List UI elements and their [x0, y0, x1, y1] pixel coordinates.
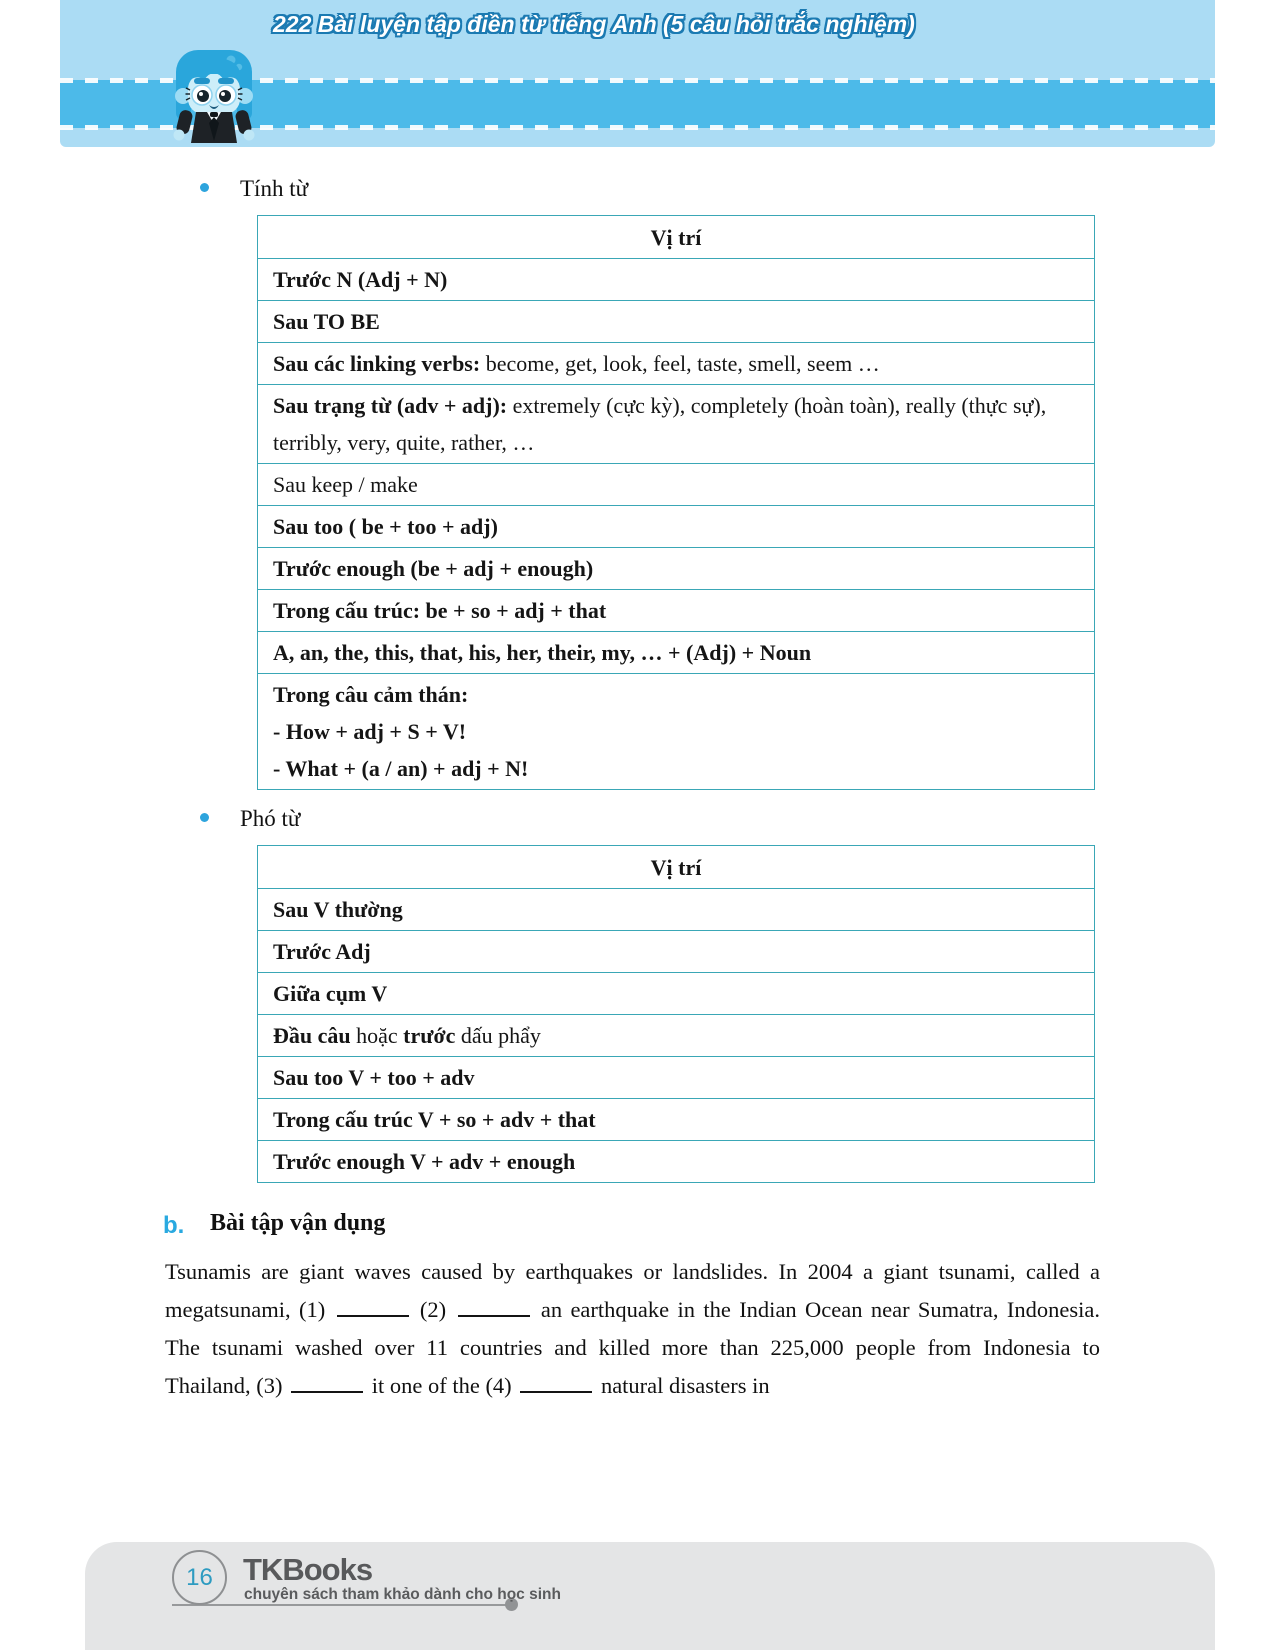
- table-row: Sau TO BE: [258, 300, 1094, 342]
- adjective-position-table: [257, 215, 1095, 790]
- table-row: Trong câu cảm thán: - How + adj + S + V! - What + (a / an) + adj + N!: [258, 673, 1094, 789]
- table-header: Vị trí: [650, 855, 702, 880]
- page-header: [60, 0, 1215, 147]
- adverb-bullet-line: [200, 806, 300, 832]
- adjective-bullet-line: [200, 176, 308, 202]
- table-row: Sau các linking verbs: become, get, look, feel, taste, smell, seem …: [258, 342, 1094, 384]
- table-row: Sau trạng từ (adv + adj): extremely (cực kỳ), completely (hoàn toàn), really (thực sự), terribly, very, quite, rather, …: [258, 384, 1094, 463]
- student-mascot-icon: [168, 50, 260, 145]
- page-footer: [85, 1542, 1215, 1650]
- fill-in-blank: [291, 1389, 363, 1393]
- table-row: Trước enough V + adv + enough: [258, 1140, 1094, 1182]
- adverb-section-label: Phó từ: [240, 806, 301, 831]
- table-row: Giữa cụm V: [258, 972, 1094, 1014]
- table-row: Sau too V + too + adv: [258, 1056, 1094, 1098]
- table-row: A, an, the, this, that, his, her, their, my, … + (Adj) + Noun: [258, 631, 1094, 673]
- bullet-icon: [200, 813, 209, 822]
- footer-rule: [172, 1604, 512, 1606]
- table-row: Sau too ( be + too + adj): [258, 505, 1094, 547]
- table-row: Trước Adj: [258, 930, 1094, 972]
- fill-in-blank: [458, 1313, 530, 1317]
- adjective-section-label: Tính từ: [240, 176, 309, 201]
- exercise-title: Bài tập vận dụng: [210, 1210, 386, 1236]
- table-row: Trong cấu trúc V + so + adv + that: [258, 1098, 1094, 1140]
- page-number-badge: 16: [172, 1550, 227, 1605]
- publisher-logo: TKBooks: [243, 1552, 373, 1587]
- fill-in-blank: [520, 1389, 592, 1393]
- exercise-paragraph: Tsunamis are giant waves caused by earthquakes or landslides. In 2004 a giant tsunami, called a megatsunami, (1) (2) an earthquake in the Indian Ocean near Sumatra, Indonesia. The tsunami washed over 11 countries and killed more than 225,000 people from Indonesia to Thailand, (3) it one of the (4) natural disasters in: [165, 1259, 1100, 1398]
- table-row: Sau keep / make: [258, 463, 1094, 505]
- bullet-icon: [200, 183, 209, 192]
- exercise-heading: [163, 1212, 184, 1240]
- adverb-position-table: [257, 845, 1095, 1183]
- table-row: Sau V thường: [258, 888, 1094, 930]
- publisher-tagline: chuyên sách tham khảo dành cho học sinh: [244, 1586, 561, 1603]
- table-header: Vị trí: [650, 225, 702, 250]
- fill-in-blank: [337, 1313, 409, 1317]
- table-row: Trước enough (be + adj + enough): [258, 547, 1094, 589]
- table-row: Trong cấu trúc: be + so + adj + that: [258, 589, 1094, 631]
- table-row: Trước N (Adj + N): [258, 258, 1094, 300]
- exercise-letter: b.: [163, 1212, 185, 1239]
- book-title: 222 Bài luyện tập điền từ tiếng Anh (5 câu hỏi trắc nghiệm): [273, 11, 915, 37]
- table-row: Đầu câu hoặc trước dấu phẩy: [258, 1014, 1094, 1056]
